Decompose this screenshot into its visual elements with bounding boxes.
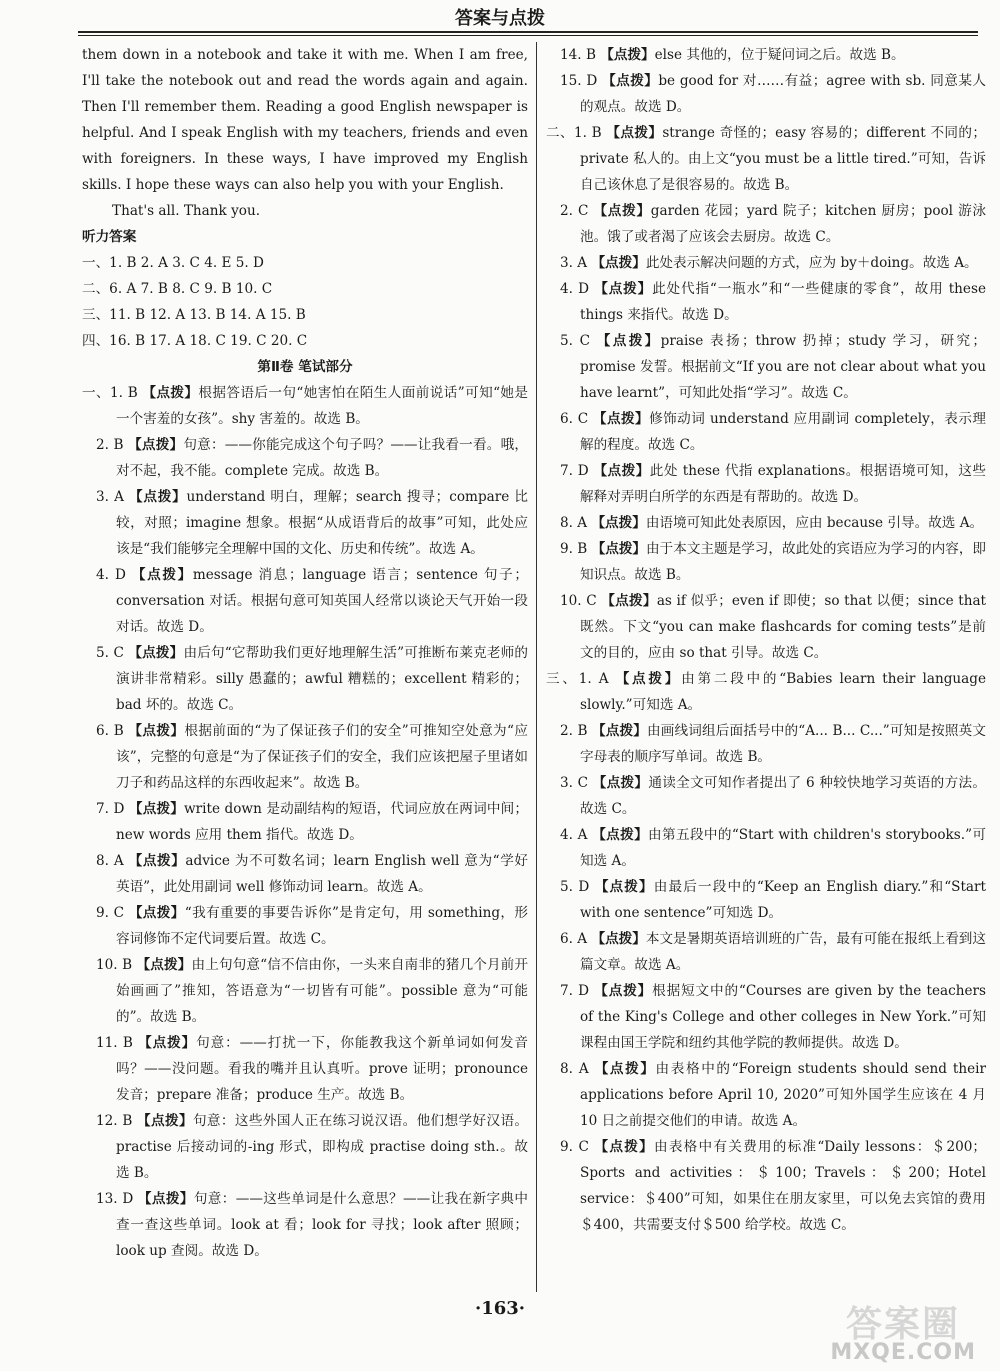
answer-item (546, 822, 986, 874)
answer-item (82, 1186, 528, 1264)
page-number: ·163· (474, 1298, 526, 1319)
hint-tag: 【点拨】 (594, 879, 654, 895)
hint-tag: 【点拨】 (128, 801, 185, 817)
hint-tag: 【点拨】 (594, 1139, 654, 1155)
answer-item (546, 1134, 986, 1238)
hint-tag: 【点拨】 (615, 671, 682, 687)
hint-text: write down 是动副结构的短语，代词应放在两词中间；new words 应用 them 指代。故选 D。 (116, 801, 529, 843)
hint-tag: 【点拨】 (591, 723, 647, 739)
hint-text: message 消息；language 语言；sentence 句子；conversation 对话。根据句意可知英国人经常以谈论天气开始一段对话。故选 D。 (116, 567, 528, 635)
answer-number: 5. D (560, 879, 590, 895)
hint-text: 根据答语后一句“她害怕在陌生人面前说话”可知“她是一个害羞的女孩”。shy 害羞的。故选 B。 (116, 385, 529, 427)
answer-item (546, 68, 986, 120)
answer-item (82, 900, 528, 952)
answer-item (82, 562, 528, 640)
hint-text: 由最后一段中的“Keep an English diary.”和“Start with one sentence”可知选 D。 (580, 879, 986, 921)
hint-text: 由于本文主题是学习，故此处的宾语应为学习的内容，即知识点。故选 B。 (580, 541, 987, 583)
answer-number: 8. A (560, 515, 588, 531)
hint-tag: 【点拨】 (131, 567, 193, 583)
hint-text: else 其他的，位于疑问词之后。故选 B。 (654, 47, 905, 63)
answer-item (546, 120, 986, 198)
watermark-site: MXQE.COM (830, 1340, 976, 1365)
answer-item (546, 588, 986, 666)
hint-tag: 【点拨】 (594, 1061, 656, 1077)
hint-text: 通读全文可知作者提出了 6 种较快地学习英语的方法。故选 C。 (580, 775, 987, 817)
hint-tag: 【点拨】 (593, 463, 650, 479)
answer-number: 12. B (96, 1113, 133, 1129)
hint-text: 由上句句意“信不信由你，一头来自南非的猪几个月前开始画画了”推知，答语意为“一切皆有可能”。possible 意为“可能的”。故选 B。 (116, 957, 529, 1025)
hint-tag: 【点拨】 (592, 411, 650, 427)
answer-number: 4. A (560, 827, 588, 843)
hint-tag: 【点拨】 (593, 203, 651, 219)
answer-item (546, 718, 986, 770)
hint-tag: 【点拨】 (591, 515, 646, 531)
hint-text: 此处 these 代指 explanations。根据语境可知，这些解释对弄明白所学的东西是有帮助的。故选 D。 (580, 463, 986, 505)
answer-number: 6. C (560, 411, 589, 427)
hint-tag: 【点拨】 (128, 645, 184, 661)
answer-number: 14. B (560, 47, 596, 63)
answer-number: 2. B (560, 723, 588, 739)
answer-number: 9. C (560, 1139, 589, 1155)
answer-number: 6. A (560, 931, 588, 947)
answer-number: 2. C (560, 203, 589, 219)
hint-tag: 【点拨】 (591, 931, 646, 947)
column-divider (536, 42, 537, 1292)
hint-text: 由第二段中的“Babies learn their language slowly.”可知选 A。 (580, 671, 987, 713)
answer-number: 三、1. A (546, 671, 609, 687)
hint-text: 句意：——打扰一下，你能教我这个新单词如何发音吗？——没问题。看我的嘴并且认真听。prove 证明；pronounce 发音；prepare 准备；produce 生产。故选 B。 (116, 1035, 529, 1103)
header-rule (78, 31, 978, 33)
answer-number: 13. D (96, 1191, 134, 1207)
hint-text: 由画线词组后面括号中的“A... B... C...”可知是按照英文字母表的顺序写单词。故选 B。 (580, 723, 987, 765)
answer-number: 9. B (560, 541, 588, 557)
answer-item (82, 380, 528, 432)
answer-number: 6. B (96, 723, 124, 739)
answer-item (546, 328, 986, 406)
answer-item (82, 952, 528, 1030)
answer-number: 4. D (96, 567, 126, 583)
left-column (82, 42, 528, 1264)
hint-tag: 【点拨】 (128, 853, 186, 869)
listening-row: 四、16. B 17. A 18. C 19. C 20. C (82, 333, 308, 349)
answer-number: 7. D (560, 463, 589, 479)
hint-text: 修饰动词 understand 应用副词 completely，表示理解的程度。故选 C。 (580, 411, 986, 453)
answer-number: 8. A (96, 853, 124, 869)
hint-tag: 【点拨】 (142, 385, 199, 401)
answer-item (82, 1108, 528, 1186)
answer-item (82, 432, 528, 484)
answer-number: 二、1. B (546, 125, 602, 141)
listening-row: 二、6. A 7. B 8. C 9. B 10. C (82, 281, 273, 297)
hint-text: 此处代指“一瓶水”和“一些健康的零食”，故用 these things 来指代。故选 D。 (580, 281, 986, 323)
answer-number: 10. C (560, 593, 597, 609)
answer-item (82, 848, 528, 900)
hint-text: be good for 对……有益；agree with sb. 同意某人的观点。故选 D。 (580, 73, 987, 115)
answer-item (546, 666, 986, 718)
answer-item (82, 640, 528, 718)
answer-item (546, 198, 986, 250)
answer-item (546, 874, 986, 926)
answer-item (82, 718, 528, 796)
answer-number: 8. A (560, 1061, 589, 1077)
essay-paragraph: them down in a notebook and take it with me. When I am free, I'll take the notebook out and read the words again and again. Then I'll remember them. Reading a good English newspaper is helpful. And I speak English with my teachers, friends and even with foreigners. In these ways, I have improved my English skills. I hope these ways can also help you with your English. (82, 47, 528, 193)
answer-item (546, 770, 986, 822)
answer-item (546, 536, 986, 588)
hint-text: advice 为不可数名词；learn English well 意为“学好英语”，此处用副词 well 修饰动词 learn。故选 A。 (116, 853, 528, 895)
answer-number: 10. B (96, 957, 133, 973)
hint-tag: 【点拨】 (136, 957, 192, 973)
hint-text: strange 奇怪的；easy 容易的；different 不同的；private 私人的。由上文“you must be a little tired.”可知，告诉自己该休息了是很容易的。故选 B。 (580, 125, 987, 193)
essay-closing: That's all. Thank you. (112, 203, 261, 219)
answer-item (546, 926, 986, 978)
hint-text: “我有重要的事要告诉你”是肯定句，用 something，形容词修饰不定代词要后置。故选 C。 (116, 905, 529, 947)
hint-tag: 【点拨】 (137, 1191, 194, 1207)
hint-tag: 【点拨】 (594, 281, 653, 297)
hint-tag: 【点拨】 (129, 489, 187, 505)
hint-text: 由表格中有关费用的标准“Daily lessons：＄200；Sports and activities：＄100；Travels：＄200；Hotel service：＄400”可知，如果住在朋友家里，可以免去宾馆的费用＄400，共需要支付＄500 给学校。故选 C。 (580, 1139, 987, 1233)
answer-item (82, 484, 528, 562)
hint-tag: 【点拨】 (591, 541, 647, 557)
answer-number: 15. D (560, 73, 598, 89)
header-rule-thin (78, 35, 978, 36)
hint-tag: 【点拨】 (128, 723, 185, 739)
answer-number: 2. B (96, 437, 124, 453)
hint-tag: 【点拨】 (128, 905, 185, 921)
hint-tag: 【点拨】 (592, 775, 649, 791)
hint-tag: 【点拨】 (601, 593, 657, 609)
part-title: 第Ⅱ卷 笔试部分 (257, 359, 353, 375)
answer-item (546, 1056, 986, 1134)
page-header: 答案与点拨 (455, 8, 545, 29)
hint-text: as if 似乎；even if 即使；so that 以便；since that 既然。下文“you can make flashcards for coming tests”是前文的目的，应由 so that 引导。故选 C。 (580, 593, 987, 661)
hint-text: 根据短文中的“Courses are given by the teachers of the King's College and other colleges in New York.”可知课程由国王学院和纽约其他学院的教师提供。故选 D。 (580, 983, 986, 1051)
right-column (546, 42, 986, 1238)
hint-text: 句意：——你能完成这个句子吗？——让我看一看。哦，对不起，我不能。complete 完成。故选 B。 (116, 437, 529, 479)
answer-number: 4. D (560, 281, 590, 297)
answer-item (82, 796, 528, 848)
hint-tag: 【点拨】 (594, 983, 653, 999)
hint-text: 句意：这些外国人正在练习说汉语。他们想学好汉语。practise 后接动词的-ing 形式，即构成 practise doing sth.。故选 B。 (116, 1113, 529, 1181)
hint-text: understand 明白，理解；search 搜寻；compare 比较，对照；imagine 想象。根据“从成语背后的故事”可知，此处应该是“我们能够完全理解中国的文化、历史和传统”。故选 A。 (116, 489, 528, 557)
hint-text: 由语境可知此处表原因，应由 because 引导。故选 A。 (645, 515, 984, 531)
hint-tag: 【点拨】 (137, 1113, 193, 1129)
hint-text: 本文是暑期英语培训班的广告，最有可能在报纸上看到这篇文章。故选 A。 (580, 931, 987, 973)
hint-text: garden 花园；yard 院子；kitchen 厨房；pool 游泳池。饿了或者渴了应该会去厨房。故选 C。 (580, 203, 986, 245)
left-answer-list (82, 380, 528, 1264)
answer-number: 一、1. B (82, 385, 138, 401)
listening-title: 听力答案 (82, 229, 137, 245)
answer-item (546, 42, 986, 68)
answer-number: 5. C (96, 645, 124, 661)
answer-item (546, 510, 986, 536)
watermark-logo: 答案圈 (845, 1304, 960, 1345)
answer-number: 3. A (96, 489, 124, 505)
answer-number: 3. A (560, 255, 588, 271)
hint-text: 由第五段中的“Start with children's storybooks.”可知选 A。 (580, 827, 986, 869)
hint-text: 由后句“它帮助我们更好地理解生活”可推断布莱克老师的演讲非常精彩。silly 愚蠢的；awful 糟糕的；excellent 精彩的；bad 坏的。故选 C。 (116, 645, 528, 713)
answer-item (546, 978, 986, 1056)
answer-item (546, 406, 986, 458)
hint-text: 由表格中的“Foreign students should send their applications before April 10, 2020”可知外国学生应该在 4 月 10 日之前提交他们的申请。故选 A。 (580, 1061, 986, 1129)
hint-tag: 【点拨】 (592, 827, 649, 843)
answer-item (82, 1030, 528, 1108)
hint-tag: 【点拨】 (600, 47, 655, 63)
hint-text: 此处表示解决问题的方式，应为 by＋doing。故选 A。 (645, 255, 978, 271)
hint-text: 根据前面的“为了保证孩子们的安全”可推知空处意为“应该”，完整的句意是“为了保证孩子们的安全，我们应该把屋子里诸如刀子和药品这样的东西收起来”。故选 B。 (116, 723, 529, 791)
hint-tag: 【点拨】 (602, 73, 659, 89)
listening-row: 一、1. B 2. A 3. C 4. E 5. D (82, 255, 264, 271)
answer-number: 3. C (560, 775, 589, 791)
hint-tag: 【点拨】 (591, 255, 646, 271)
answer-item (546, 458, 986, 510)
hint-tag: 【点拨】 (138, 1035, 197, 1051)
hint-tag: 【点拨】 (128, 437, 184, 453)
answer-number: 5. C (560, 333, 591, 349)
hint-text: praise 表扬；throw 扔掉；study 学习，研究；promise 发誓。根据前文“If you are not clear about what you have learnt”，可知此处指“学习”。故选 C。 (580, 333, 987, 401)
answer-item (546, 250, 986, 276)
hint-text: 句意：——这些单词是什么意思？——让我在新字典中查一查这些单词。look at 看；look for 寻找；look after 照顾；look up 查阅。故选 D。 (116, 1191, 528, 1259)
right-answer-list (546, 42, 986, 1238)
answer-number: 7. D (96, 801, 125, 817)
answer-number: 7. D (560, 983, 590, 999)
answer-number: 11. B (96, 1035, 133, 1051)
hint-tag: 【点拨】 (596, 333, 661, 349)
answer-item (546, 276, 986, 328)
answer-number: 9. C (96, 905, 125, 921)
listening-row: 三、11. B 12. A 13. B 14. A 15. B (82, 307, 306, 323)
hint-tag: 【点拨】 (606, 125, 663, 141)
